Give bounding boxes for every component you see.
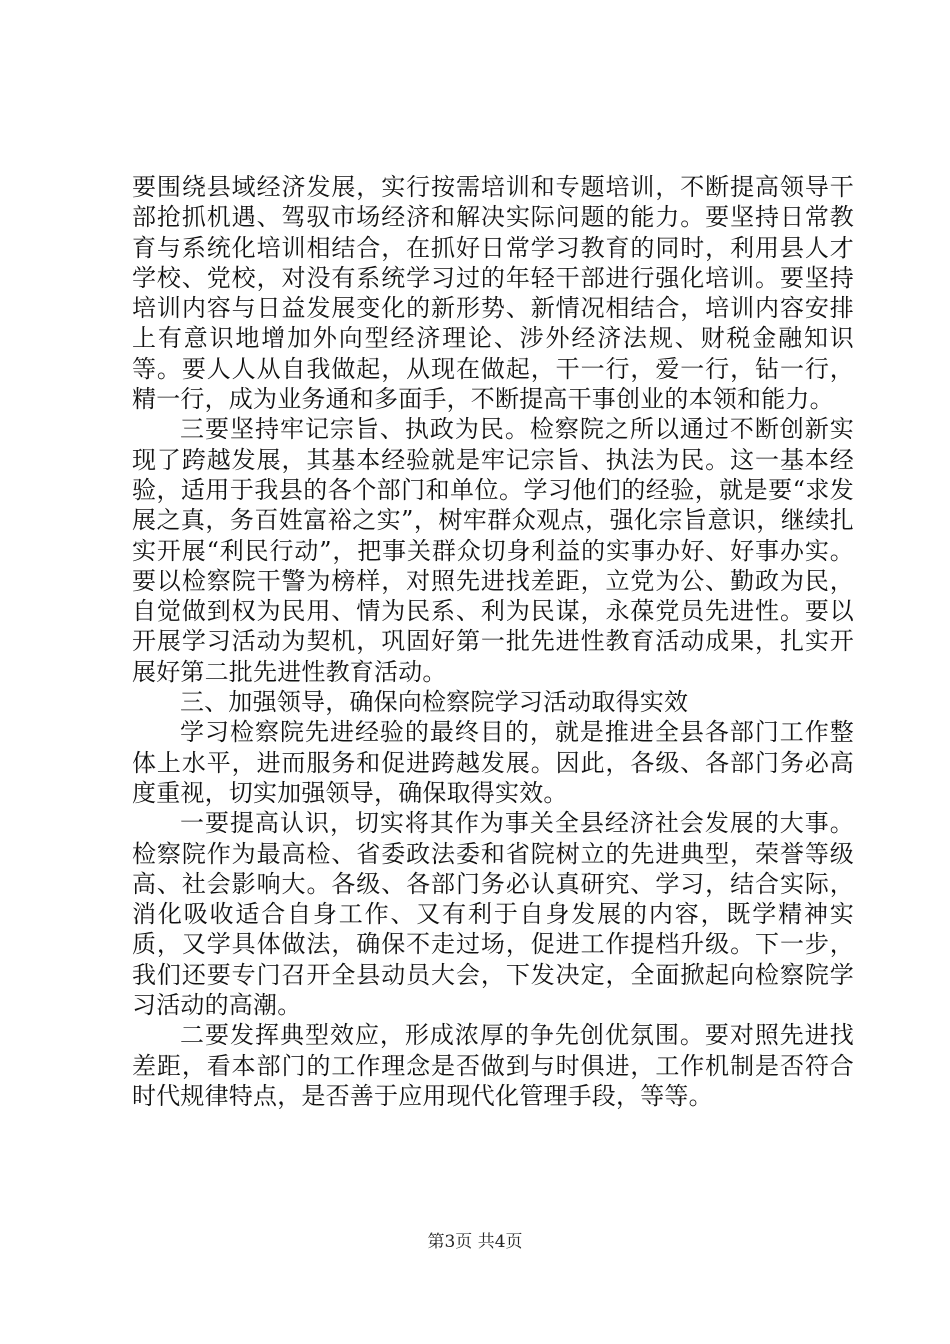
paragraph-2: 三要坚持牢记宗旨、执政为民。检察院之所以通过不断创新实现了跨越发展，其基本经验就是牢记宗旨、执法为民。这一基本经验，适用于我县的各个部门和单位。学习他们的经验，就是要“求发展之真，务百姓富裕之实”，树牢群众观点，强化宗旨意识，继续扎实开展“利民行动”，把事关群众切身利益的实事办好、好事办实。要以检察院干警为榜样，对照先进找差距，立党为公、勤政为民，自觉做到权为民用、情为民系、利为民谋，永葆党员先进性。要以开展学习活动为契机，巩固好第一批先进性教育活动成果，扎实开展好第二批先进性教育活动。 bbox=[132, 415, 854, 686]
paragraph-4: 一要提高认识，切实将其作为事关全县经济社会发展的大事。检察院作为最高检、省委政法委和省院树立的先进典型，荣誉等级高、社会影响大。各级、各部门务必认真研究、学习，结合实际，消化吸收适合自身工作、又有利于自身发展的内容，既学精神实质，又学具体做法，确保不走过场，促进工作提档升级。下一步，我们还要专门召开全县动员大会，下发决定，全面掀起向检察院学习活动的高潮。 bbox=[132, 809, 854, 1020]
paragraph-3: 学习检察院先进经验的最终目的，就是推进全县各部门工作整体上水平，进而服务和促进跨越发展。因此，各级、各部门务必高度重视，切实加强领导，确保取得实效。 bbox=[132, 718, 854, 807]
paragraph-1: 要围绕县域经济发展，实行按需培训和专题培训，不断提高领导干部抢抓机遇、驾驭市场经济和解决实际问题的能力。要坚持日常教育与系统化培训相结合，在抓好日常学习教育的同时，利用县人才学校、党校，对没有系统学习过的年轻干部进行强化培训。要坚持培训内容与日益发展变化的新形势、新情况相结合，培训内容安排上有意识地增加外向型经济理论、涉外经济法规、财税金融知识等。要人人从自我做起，从现在做起，干一行，爱一行，钻一行，精一行，成为业务通和多面手，不断提高干事创业的本领和能力。 bbox=[132, 173, 854, 414]
paragraph-5: 二要发挥典型效应，形成浓厚的争先创优氛围。要对照先进找差距，看本部门的工作理念是否做到与时俱进，工作机制是否符合时代规律特点，是否善于应用现代化管理手段，等等。 bbox=[132, 1021, 854, 1110]
section-heading: 三、加强领导，确保向检察院学习活动取得实效 bbox=[180, 688, 689, 717]
page-number: 第3页 共4页 bbox=[427, 1232, 523, 1252]
document-body bbox=[132, 172, 854, 1111]
